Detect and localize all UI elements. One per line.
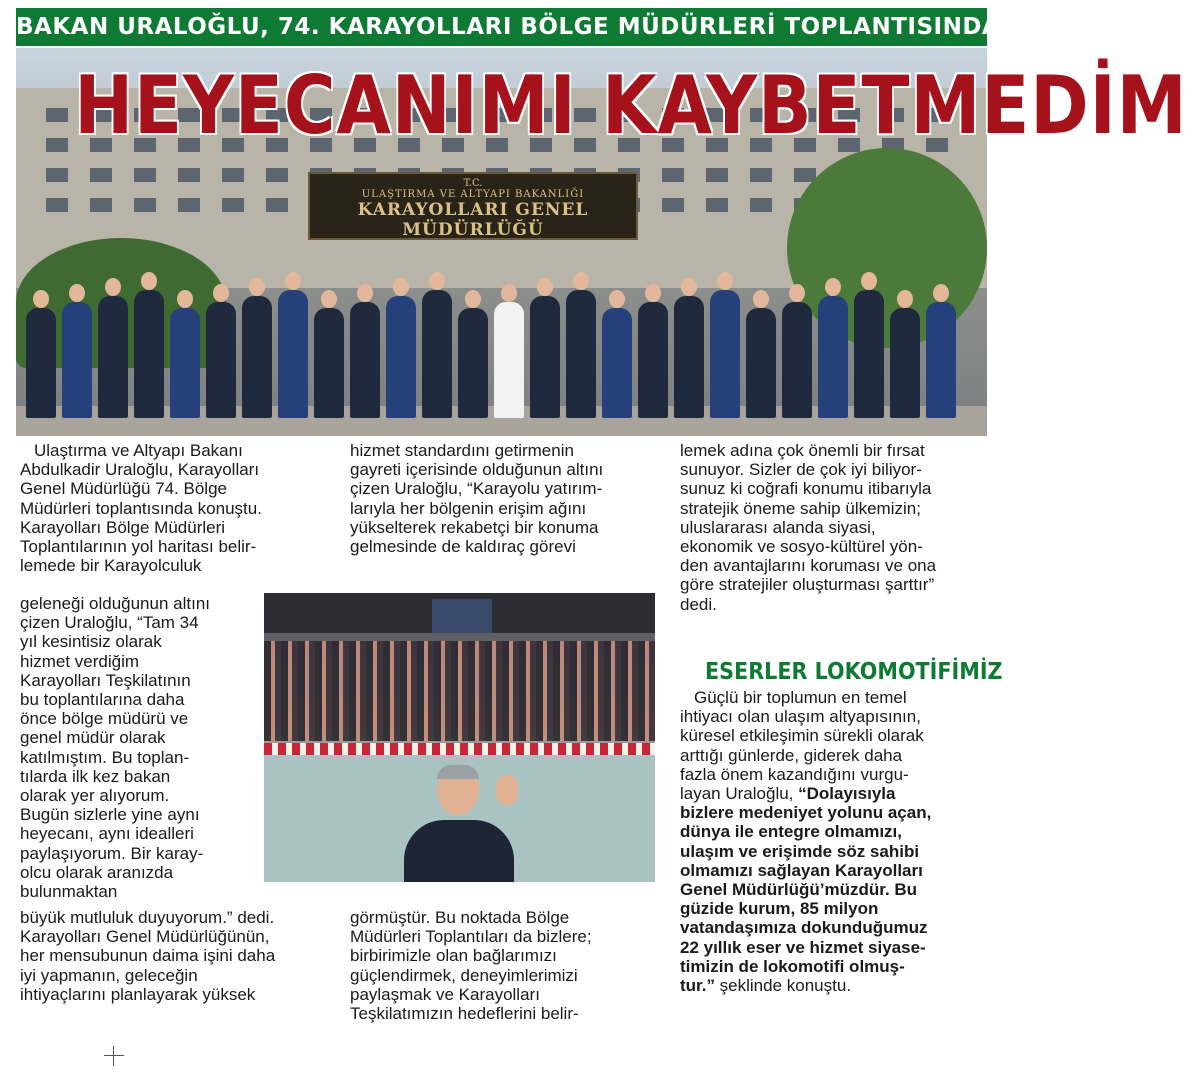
person — [674, 296, 704, 418]
quote-end: tur.” — [680, 976, 715, 996]
text-line: ihtiyaçlarını planlayarak yüksek — [20, 984, 256, 1004]
text-span: şeklinde konuştu. — [714, 976, 852, 996]
text-line: büyük mutluluk duyuyorum.” dedi. — [20, 908, 275, 927]
flower-strip — [264, 743, 655, 755]
text-line: önce bölge müdürü ve — [20, 709, 189, 729]
person — [62, 302, 92, 418]
text-line: paylaşmak ve Karayolları — [350, 984, 540, 1004]
text-line: Müdürleri toplantısında konuştu. — [20, 498, 262, 518]
text-line: Bugün sizlerle yine aynı — [20, 805, 200, 825]
crowd — [26, 248, 976, 418]
column-2-top — [350, 441, 655, 556]
text-line: göre stratejiler oluşturması şarttır” — [680, 575, 935, 595]
text-line: birbirimizle olan bağlarımızı — [350, 946, 557, 966]
person — [638, 302, 668, 418]
person — [710, 290, 740, 418]
text-line — [680, 707, 985, 726]
text-span: layan Uraloğlu, — [680, 784, 794, 804]
text-line: Karayolları Teşkilatının — [20, 670, 191, 690]
person — [170, 308, 200, 418]
person — [890, 308, 920, 418]
column-3-bottom — [680, 688, 985, 995]
person — [386, 296, 416, 418]
quote-lead: “Dolayısıyla — [798, 784, 896, 804]
text-span: Güçlü bir toplumun en temel — [694, 688, 907, 707]
person — [854, 290, 884, 418]
person — [494, 302, 524, 418]
text-line: olcu olarak aranızda bulunmaktan — [20, 862, 174, 902]
text-line — [680, 726, 985, 745]
text-line: gelmesinde de kaldıraç görevi — [350, 537, 576, 557]
text-line: Karayolları Bölge Müdürleri — [20, 517, 226, 537]
text-line: çizen Uraloğlu, “Tam 34 — [20, 613, 199, 633]
quote-line: Genel Müdürlüğü’müzdür. Bu — [680, 880, 918, 900]
text-line: Teşkilatımızın hedeflerini belir- — [350, 1004, 579, 1024]
quote-line: 22 yıllık eser ve hizmet siyase- — [680, 937, 926, 957]
text-line: uluslararası alanda siyasi, — [680, 517, 876, 537]
person — [242, 296, 272, 418]
person — [818, 296, 848, 418]
text-line — [680, 784, 985, 803]
text-line: Müdürleri Toplantıları da bizlere; — [350, 927, 592, 947]
text-span: arttığı günlerde, giderek daha — [680, 745, 903, 765]
quote-line: olmamızı sağlayan Karayolları — [680, 860, 923, 880]
text-line: Genel Müdürlüğü 74. Bölge — [20, 479, 227, 499]
text-line: genel müdür olarak — [20, 728, 166, 748]
waving-minister — [404, 765, 514, 882]
registration-mark — [104, 1046, 124, 1066]
person — [422, 290, 452, 418]
text-line: gayreti içerisinde olduğunun altını — [350, 460, 604, 480]
person — [206, 302, 236, 418]
person — [782, 302, 812, 418]
column-1-middle — [20, 594, 255, 901]
person — [98, 296, 128, 418]
text-span: küresel etkileşimin sürekli olarak — [680, 726, 924, 746]
sign-line-1: T.C. — [463, 178, 483, 189]
text-line: sunuyor. Sizler de çok iyi biliyor- — [680, 460, 922, 480]
person — [350, 302, 380, 418]
text-line: tılarda ilk kez bakan — [20, 766, 171, 786]
kicker-banner: BAKAN URALOĞLU, 74. KARAYOLLARI BÖLGE MÜDÜRLERİ TOPLANTISINDA KONUŞTU — [16, 8, 987, 46]
text-line: bu toplantılarına daha — [20, 690, 185, 710]
text-line: hizmet standardını getirmenin — [350, 441, 574, 460]
quote-line: timizin de lokomotifi olmuş- — [680, 956, 905, 976]
text-line: geleneği olduğunun altını — [20, 594, 210, 613]
text-line: stratejik öneme sahip ülkemizin; — [680, 498, 921, 518]
person — [26, 308, 56, 418]
text-line: Ulaştırma ve Altyapı Bakanı — [34, 441, 243, 460]
quote-line: dünya ile entegre olmamızı, — [680, 822, 903, 842]
text-line: olarak yer alıyorum. — [20, 786, 170, 806]
person — [278, 290, 308, 418]
headline: HEYECANIMI KAYBETMEDİM — [74, 59, 1188, 152]
text-line: Karayolları Genel Müdürlüğünün, — [20, 927, 270, 947]
sign-line-2: ULAŞTIRMA VE ALTYAPI BAKANLIĞI — [361, 189, 585, 200]
building-sign — [308, 172, 638, 240]
text-line: den avantajlarını koruması ve ona — [680, 556, 937, 576]
text-line: heyecanı, aynı idealleri — [20, 824, 194, 844]
sign-line-3: KARAYOLLARI GENEL MÜDÜRLÜĞÜ — [357, 200, 589, 240]
text-line: lemek adına çok önemli bir fırsat — [680, 441, 925, 460]
subheading: ESERLER LOKOMOTİFİMİZ — [705, 659, 1003, 685]
person — [530, 296, 560, 418]
column-2-bottom — [350, 908, 655, 1023]
hall-photo — [264, 593, 655, 882]
text-span: fazla önem kazandığını vurgu- — [680, 764, 909, 784]
person — [314, 308, 344, 418]
person — [746, 308, 776, 418]
text-line: lemede bir Karayolculuk — [20, 556, 202, 576]
column-3-top — [680, 441, 985, 614]
quote-line: güzide kurum, 85 milyon — [680, 899, 879, 919]
column-1-top — [20, 441, 325, 575]
text-line: Toplantılarının yol haritası belir- — [20, 537, 257, 557]
audience — [264, 641, 655, 741]
person — [134, 290, 164, 418]
hall-screen — [432, 599, 492, 633]
person — [926, 302, 956, 418]
quote-line: vatandaşımıza dokunduğumuz — [680, 918, 928, 938]
text-line: yıl kesintisiz olarak — [20, 632, 162, 652]
text-line: yükselterek rekabetçi bir konuma — [350, 517, 599, 537]
text-line: hizmet verdiğim — [20, 651, 140, 671]
group-photo — [16, 48, 1188, 436]
text-line: sunuz ki coğrafi konumu itibarıyla — [680, 479, 932, 499]
text-line — [680, 688, 985, 707]
quote-line: ulaşım ve erişimde söz sahibi — [680, 841, 920, 861]
person — [566, 290, 596, 418]
text-line: her mensubunun daima işini daha — [20, 946, 276, 966]
quote-line: bizlere medeniyet yolunu açan, — [680, 803, 932, 823]
person — [458, 308, 488, 418]
column-1-bottom — [20, 908, 325, 1004]
text-line: katılmıştım. Bu toplan- — [20, 747, 190, 767]
text-line: Abdulkadir Uraloğlu, Karayolları — [20, 460, 260, 480]
text-line — [680, 746, 985, 765]
text-line: güçlendirmek, deneyimlerimizi — [350, 965, 578, 985]
person — [602, 308, 632, 418]
text-line: çizen Uraloğlu, “Karayolu yatırım- — [350, 479, 603, 499]
text-line — [680, 765, 985, 784]
text-line: ekonomik ve sosyo-kültürel yön- — [680, 537, 923, 557]
text-line: larıyla her bölgenin erişim ağını — [350, 498, 587, 518]
text-line: dedi. — [680, 594, 717, 614]
text-span: ihtiyacı olan ulaşım altyapısının, — [680, 707, 921, 727]
text-line: paylaşıyorum. Bir karay- — [20, 843, 204, 863]
text-line: görmüştür. Bu noktada Bölge — [350, 908, 570, 927]
text-line: iyi yapmanın, geleceğin — [20, 965, 198, 985]
text-line — [680, 976, 985, 995]
